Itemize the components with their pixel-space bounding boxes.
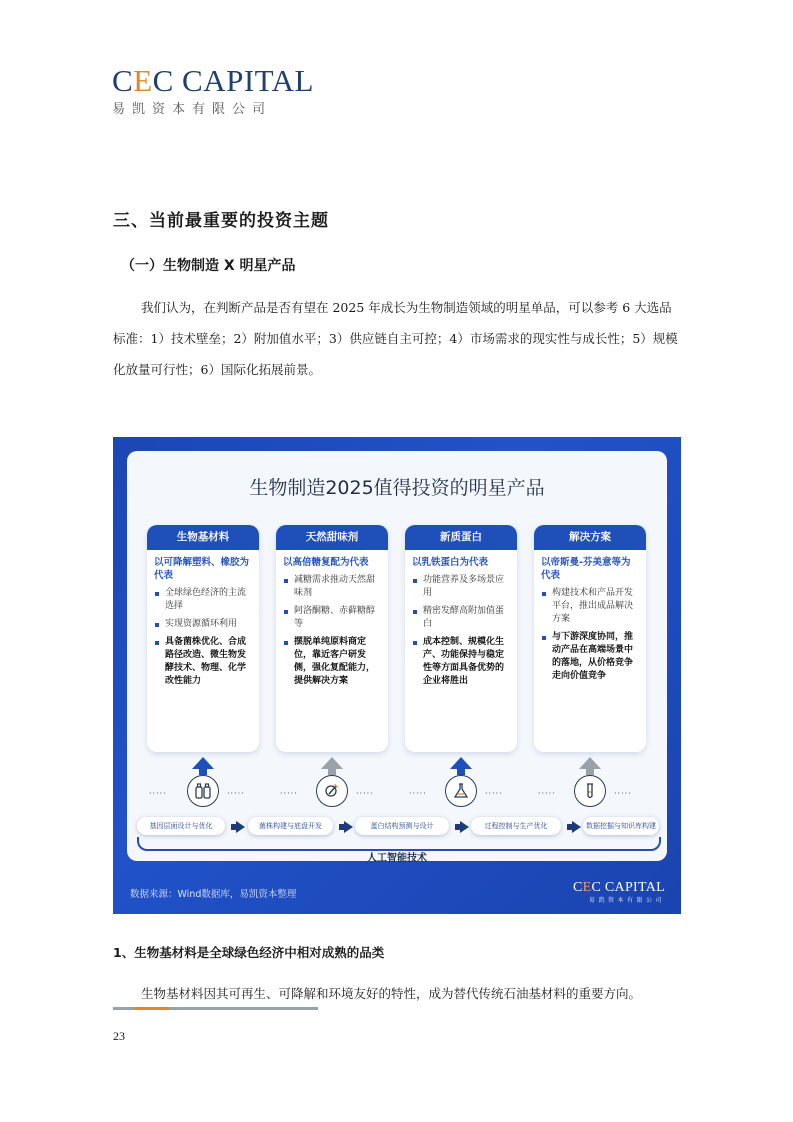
dotted-connector: ····· [149, 789, 167, 798]
card-header: 生物基材料 [147, 525, 259, 550]
flow-step: 蛋白结构预测与设计 [355, 817, 449, 835]
card-bio-materials [147, 525, 259, 752]
logo-subtitle: 易凯资本有限公司 [112, 102, 273, 117]
card-header: 天然甜味剂 [276, 525, 388, 550]
infographic-panel [127, 451, 667, 864]
page-number: 23 [113, 1029, 125, 1043]
up-arrow-icon [579, 757, 601, 769]
flow-arrow-icon [344, 821, 353, 833]
card-new-protein [405, 525, 517, 752]
infographic [113, 437, 681, 914]
figure-source: 数据来源：Wind数据库，易凯资本整理 [130, 889, 297, 900]
card-header: 解决方案 [534, 525, 646, 550]
card-sweeteners [276, 525, 388, 752]
figure-logo-wordmark: CEC CAPITAL [572, 880, 665, 895]
bottles-icon [187, 775, 219, 807]
section1-title: 1、生物基材料是全球绿色经济中相对成熟的品类 [113, 945, 385, 960]
flow-step: 数据挖掘与知识库构建 [583, 817, 659, 835]
dotted-connector: ····· [538, 789, 556, 798]
card-bullet: 功能营养及多场景应用 [412, 574, 511, 600]
flow-arrow-icon [460, 821, 469, 833]
flask-icon [445, 775, 477, 807]
flow-arrow-icon [572, 821, 581, 833]
up-arrow-icon [450, 757, 472, 769]
card-bullet: 阿洛酮糖、赤藓糖醇等 [283, 605, 382, 631]
card-bullet: 减糖需求推动天然甜味剂 [283, 574, 382, 600]
card-bullet: 摆脱单纯原料商定位，靠近客户研发侧，强化复配能力，提供解决方案 [283, 636, 382, 688]
subsection-title: （一）生物制造 X 明星产品 [121, 258, 296, 274]
flow-arrow-icon [236, 821, 245, 833]
card-header: 新质蛋白 [405, 525, 517, 550]
card-subtitle: 以乳铁蛋白为代表 [412, 557, 489, 568]
card-bullet: 与下游深度协同，推动产品在高端场景中的落地，从价格竞争走向价值竞争 [541, 631, 640, 683]
card-subtitle: 以可降解塑料、橡胶为代表 [154, 557, 250, 581]
dotted-connector: ····· [280, 789, 298, 798]
card-subtitle: 以帝斯曼-芬美意等为代表 [541, 557, 631, 581]
dotted-connector: ····· [356, 789, 374, 798]
figure-logo-subtitle: 易凯资本有限公司 [588, 897, 665, 904]
infographic-title: 生物制造2025值得投资的明星产品 [249, 477, 545, 499]
flow-step: 菌株构建与底盘开发 [248, 817, 333, 835]
figure-logo [573, 880, 665, 904]
footer-rule-accent [133, 1007, 169, 1010]
dotted-connector: ····· [614, 789, 632, 798]
dotted-connector: ····· [409, 789, 427, 798]
dotted-connector: ····· [227, 789, 245, 798]
dotted-connector: ····· [485, 789, 503, 798]
company-logo [112, 64, 314, 117]
card-bullet: 精密发酵高附加值蛋白 [412, 605, 511, 631]
test-tube-icon [574, 775, 606, 807]
card-bullet: 全球绿色经济的主流选择 [154, 587, 253, 613]
flow-step: 过程控制与生产优化 [471, 817, 561, 835]
card-bullet: 构建技术和产品开发平台，推出成品解决方案 [541, 587, 640, 626]
flow-step: 基因层面设计与优化 [137, 817, 225, 835]
card-subtitle: 以高倍糖复配为代表 [283, 557, 369, 568]
microscope-icon [316, 775, 348, 807]
card-solutions [534, 525, 646, 752]
card-bullet: 实现资源循环利用 [154, 618, 253, 631]
logo-wordmark: CEC CAPITAL [112, 63, 314, 98]
card-bullet: 成本控制、规模化生产、功能保持与稳定性等方面具备优势的企业将胜出 [412, 636, 511, 688]
section-title: 三、当前最重要的投资主题 [113, 211, 329, 231]
up-arrow-icon [192, 757, 214, 769]
up-arrow-icon [321, 757, 343, 769]
section1-paragraph: 生物基材料因其可再生、可降解和环境友好的特性，成为替代传统石油基材料的重要方向。 [141, 986, 642, 1001]
intro-paragraph: 我们认为，在判断产品是否有望在 2025 年成长为生物制造领域的明星单品，可以参考 6 大选品标准：1）技术壁垒；2）附加值水平；3）供应链自主可控；4）市场需求的现实性与成长性；5）规模化放量可行性；6）国际化拓展前景。 [113, 300, 678, 377]
card-bullet: 具备菌株优化、合成路径改造、微生物发酵技术、物理、化学改性能力 [154, 636, 253, 688]
ai-label: 人工智能技术 [367, 853, 427, 864]
footer-rule [113, 1007, 318, 1010]
